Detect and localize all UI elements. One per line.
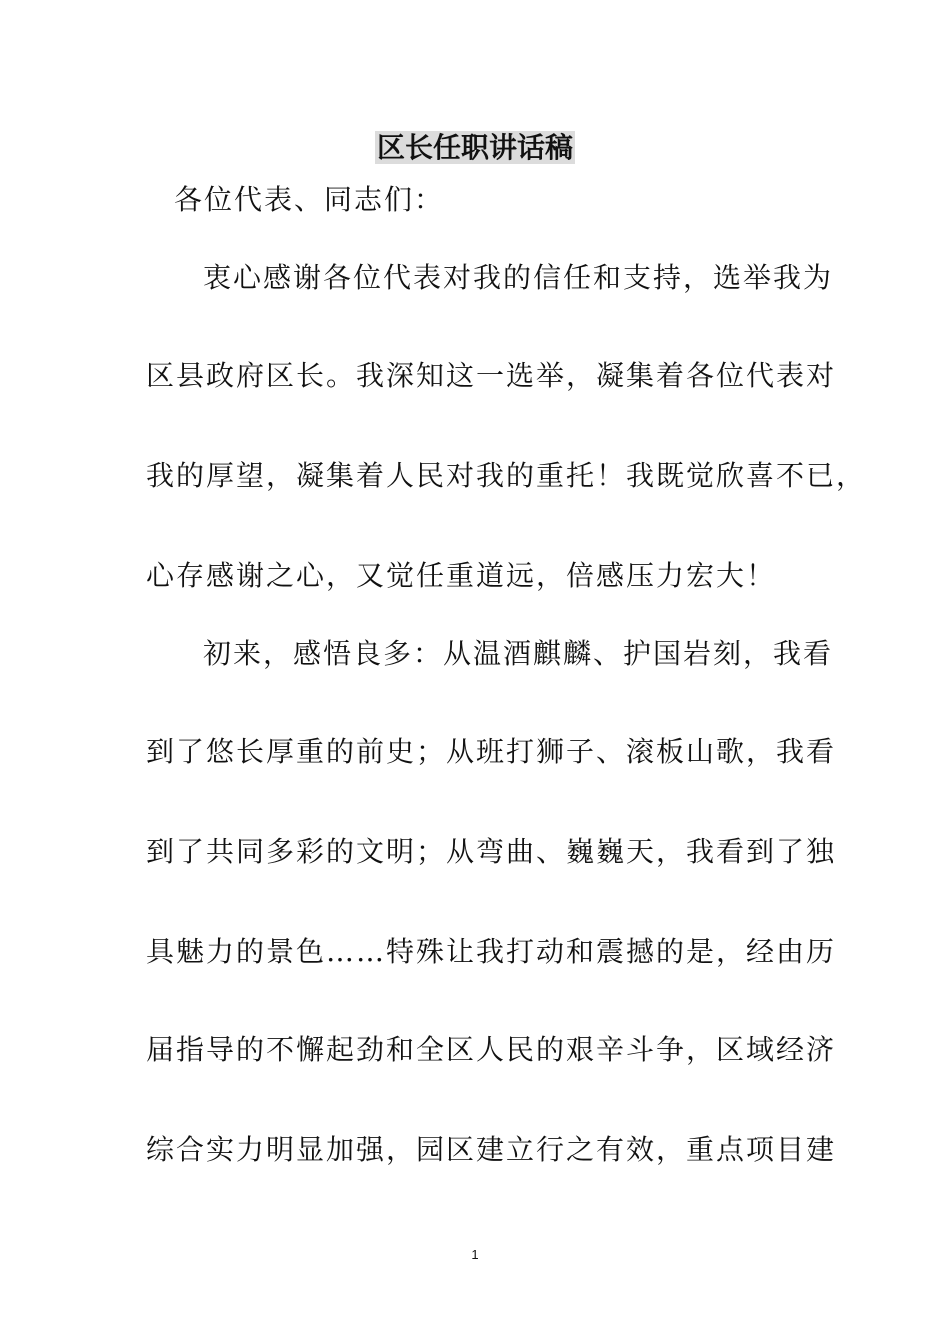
paragraph-1-line-4: 心存感谢之心，又觉任重道远，倍感压力宏大！: [146, 559, 777, 592]
salutation: 各位代表、同志们：: [174, 183, 445, 216]
paragraph-2-line-1: 初来，感悟良多：从温酒麒麟、护国岩刻，我看: [203, 637, 834, 670]
paragraph-2-line-5: 届指导的不懈起劲和全区人民的艰辛斗争，区域经济: [146, 1033, 837, 1066]
paragraph-1-line-2: 区县政府区长。我深知这一选举，凝集着各位代表对: [146, 359, 837, 392]
paragraph-1-line-3: 我的厚望，凝集着人民对我的重托！我既觉欣喜不已，: [146, 459, 867, 492]
document-title-text: 区长任职讲话稿: [376, 131, 573, 164]
paragraph-2-line-2: 到了悠长厚重的前史；从班打狮子、滚板山歌，我看: [146, 735, 837, 768]
document-title: [0, 128, 950, 168]
paragraph-2-line-4: 具魅力的景色……特殊让我打动和震撼的是，经由历: [146, 935, 837, 968]
paragraph-2-line-3: 到了共同多彩的文明；从弯曲、巍巍天，我看到了独: [146, 835, 837, 868]
paragraph-1-line-1: 衷心感谢各位代表对我的信任和支持，选举我为: [203, 261, 834, 294]
paragraph-2-line-6: 综合实力明显加强，园区建立行之有效，重点项目建: [146, 1133, 837, 1166]
page-number: 1: [471, 1247, 479, 1262]
